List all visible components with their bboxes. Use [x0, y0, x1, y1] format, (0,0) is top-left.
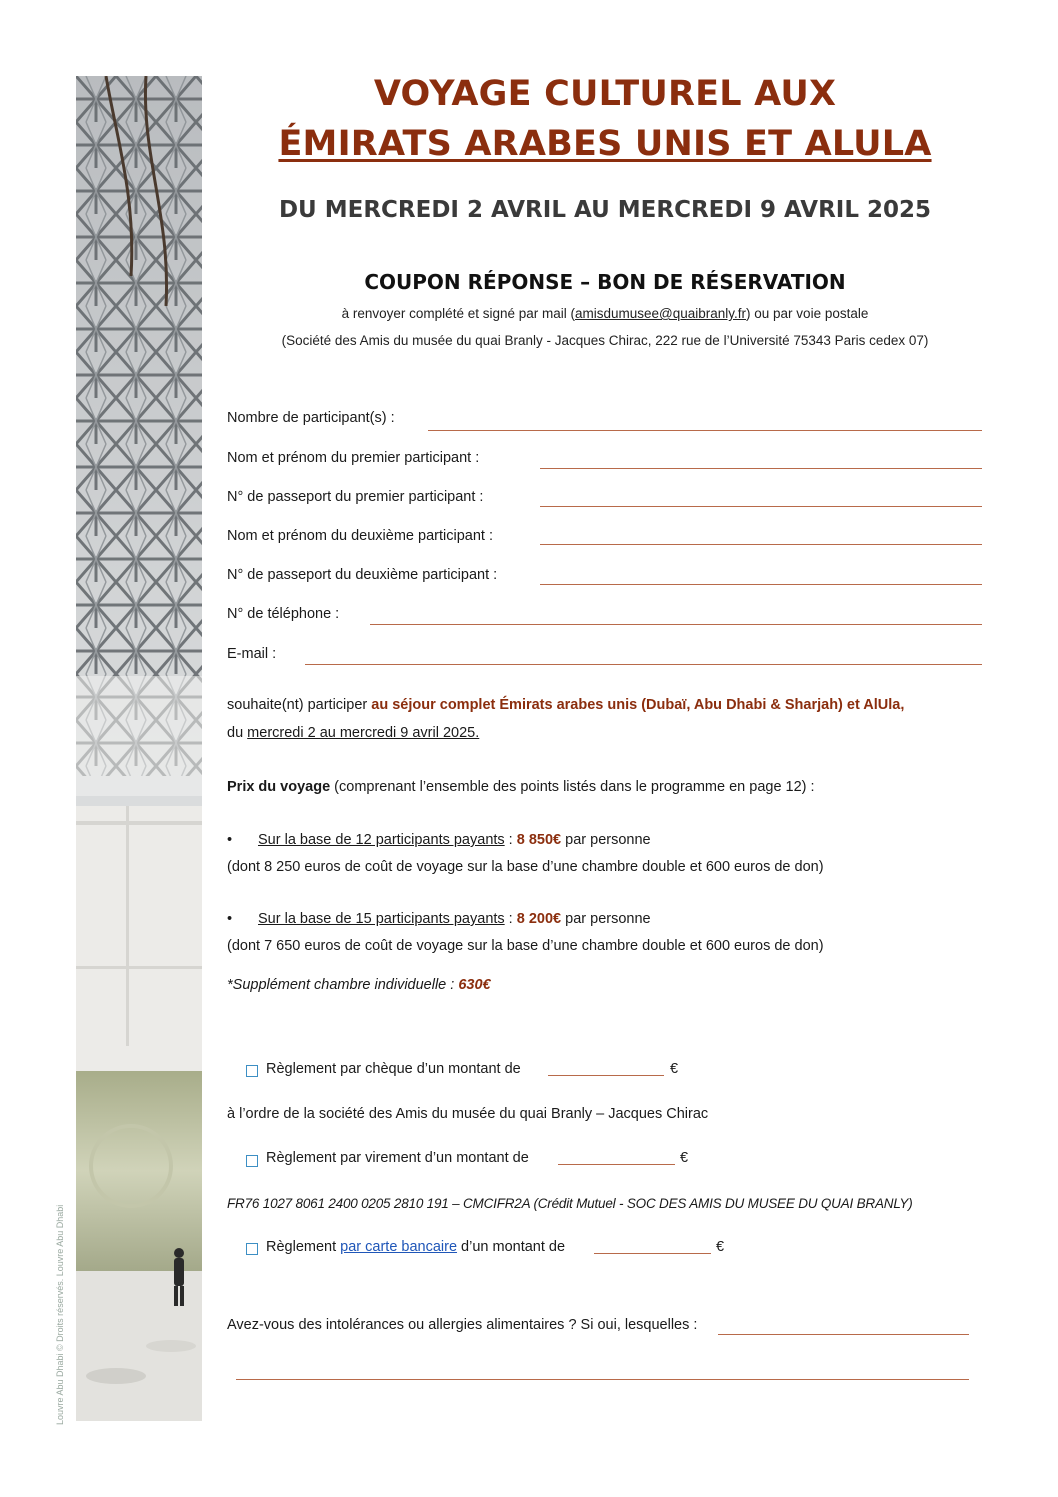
option-2-bullet: • [227, 911, 233, 927]
option-2 [227, 911, 651, 927]
card-currency: € [716, 1239, 725, 1255]
photo-credit: Louvre Abu Dhabi © Droits réservés. Louvre Abu Dhabi [55, 1204, 65, 1425]
field-input-passport-1[interactable] [540, 506, 982, 507]
option-2-sep: : [504, 911, 517, 927]
wish-line-1 [227, 697, 904, 713]
wish-line2-prefix: du [227, 725, 248, 741]
title-line-2: ÉMIRATS ARABES UNIS ET ALULA [278, 124, 932, 164]
allergies-question: Avez-vous des intolérances ou allergies alimentaires ? Si oui, lesquelles : [227, 1317, 698, 1333]
option-2-per: par personne [561, 911, 651, 927]
field-label-phone: N° de téléphone : [227, 606, 340, 622]
wish-highlight: au séjour complet Émirats arabes unis (Dubaï, Abu Dhabi & Sharjah) et AlUla, [371, 697, 905, 713]
transfer-currency: € [680, 1150, 689, 1166]
supplement-line [227, 977, 491, 993]
field-label-email: E-mail : [227, 646, 277, 662]
allergies-input-1[interactable] [718, 1334, 969, 1335]
field-input-participants[interactable] [428, 430, 982, 431]
field-label-passport-2: N° de passeport du deuxième participant : [227, 567, 498, 583]
photo-strip-image [76, 76, 202, 1421]
card-suffix: d’un montant de [457, 1239, 566, 1255]
option-1-sep: : [504, 832, 517, 848]
field-input-passport-2[interactable] [540, 584, 982, 585]
field-input-phone[interactable] [370, 624, 982, 625]
field-label-participants: Nombre de participant(s) : [227, 410, 395, 426]
card-checkbox[interactable] [246, 1243, 258, 1255]
price-desc: (comprenant l’ensemble des points listés dans le programme en page 12) : [330, 779, 815, 795]
cheque-label: Règlement par chèque d’un montant de [266, 1061, 521, 1077]
card-label [266, 1239, 565, 1255]
cheque-order-note: à l’ordre de la société des Amis du musée du quai Branly – Jacques Chirac [227, 1106, 709, 1122]
option-1-bullet: • [227, 832, 233, 848]
cheque-checkbox[interactable] [246, 1065, 258, 1077]
option-1 [227, 832, 651, 848]
option-2-base: Sur la base de 15 participants payants [258, 911, 505, 927]
option-2-detail: (dont 7 650 euros de coût de voyage sur la base d’une chambre double et 600 euros de don) [227, 938, 824, 954]
card-amount-input[interactable] [594, 1253, 711, 1254]
supplement-amount: 630€ [458, 977, 491, 993]
option-1-amount: 8 850€ [516, 832, 562, 848]
option-1-per: par personne [561, 832, 651, 848]
allergies-input-2[interactable] [236, 1379, 969, 1380]
transfer-amount-input[interactable] [558, 1164, 675, 1165]
price-line [227, 779, 815, 795]
transfer-checkbox[interactable] [246, 1155, 258, 1167]
option-1-base: Sur la base de 12 participants payants [258, 832, 505, 848]
card-prefix: Règlement [266, 1239, 341, 1255]
cheque-amount-input[interactable] [548, 1075, 664, 1076]
iban-line: FR76 1027 8061 2400 0205 2810 191 – CMCIFR2A (Crédit Mutuel - SOC DES AMIS DU MUSEE DU QUAI BRANLY) [227, 1196, 913, 1211]
wish-line-2 [227, 725, 479, 741]
field-label-name-2: Nom et prénom du deuxième participant : [227, 528, 493, 544]
wish-dates: mercredi 2 au mercredi 9 avril 2025. [247, 725, 480, 741]
field-label-passport-1: N° de passeport du premier participant : [227, 489, 484, 505]
card-payment-link[interactable]: par carte bancaire [340, 1239, 458, 1255]
send-instructions [230, 306, 980, 321]
option-1-detail: (dont 8 250 euros de coût de voyage sur la base d’une chambre double et 600 euros de don) [227, 859, 824, 875]
price-label: Prix du voyage [227, 779, 331, 795]
trip-dates: DU MERCREDI 2 AVRIL AU MERCREDI 9 AVRIL 2025 [278, 197, 932, 223]
wish-prefix: souhaite(nt) participer [227, 697, 372, 713]
field-input-name-2[interactable] [540, 544, 982, 545]
field-input-email[interactable] [305, 664, 982, 665]
option-2-amount: 8 200€ [516, 911, 562, 927]
coupon-title: COUPON RÉPONSE – BON DE RÉSERVATION [364, 270, 846, 294]
postal-address: (Société des Amis du musée du quai Branly - Jacques Chirac, 222 rue de l’Université 75343 Paris cedex 07) [281, 333, 929, 348]
field-input-name-1[interactable] [540, 468, 982, 469]
transfer-label: Règlement par virement d’un montant de [266, 1150, 529, 1166]
title-line-1: VOYAGE CULTUREL AUX [373, 74, 837, 114]
supplement-label: *Supplément chambre individuelle : [227, 977, 459, 993]
field-label-name-1: Nom et prénom du premier participant : [227, 450, 480, 466]
instructions-before-mail: à renvoyer complété et signé par mail ( [341, 306, 575, 321]
instructions-after-mail: ) ou par voie postale [746, 306, 869, 321]
email-link[interactable]: amisdumusee@quaibranly.fr [575, 306, 747, 321]
cheque-currency: € [670, 1061, 679, 1077]
